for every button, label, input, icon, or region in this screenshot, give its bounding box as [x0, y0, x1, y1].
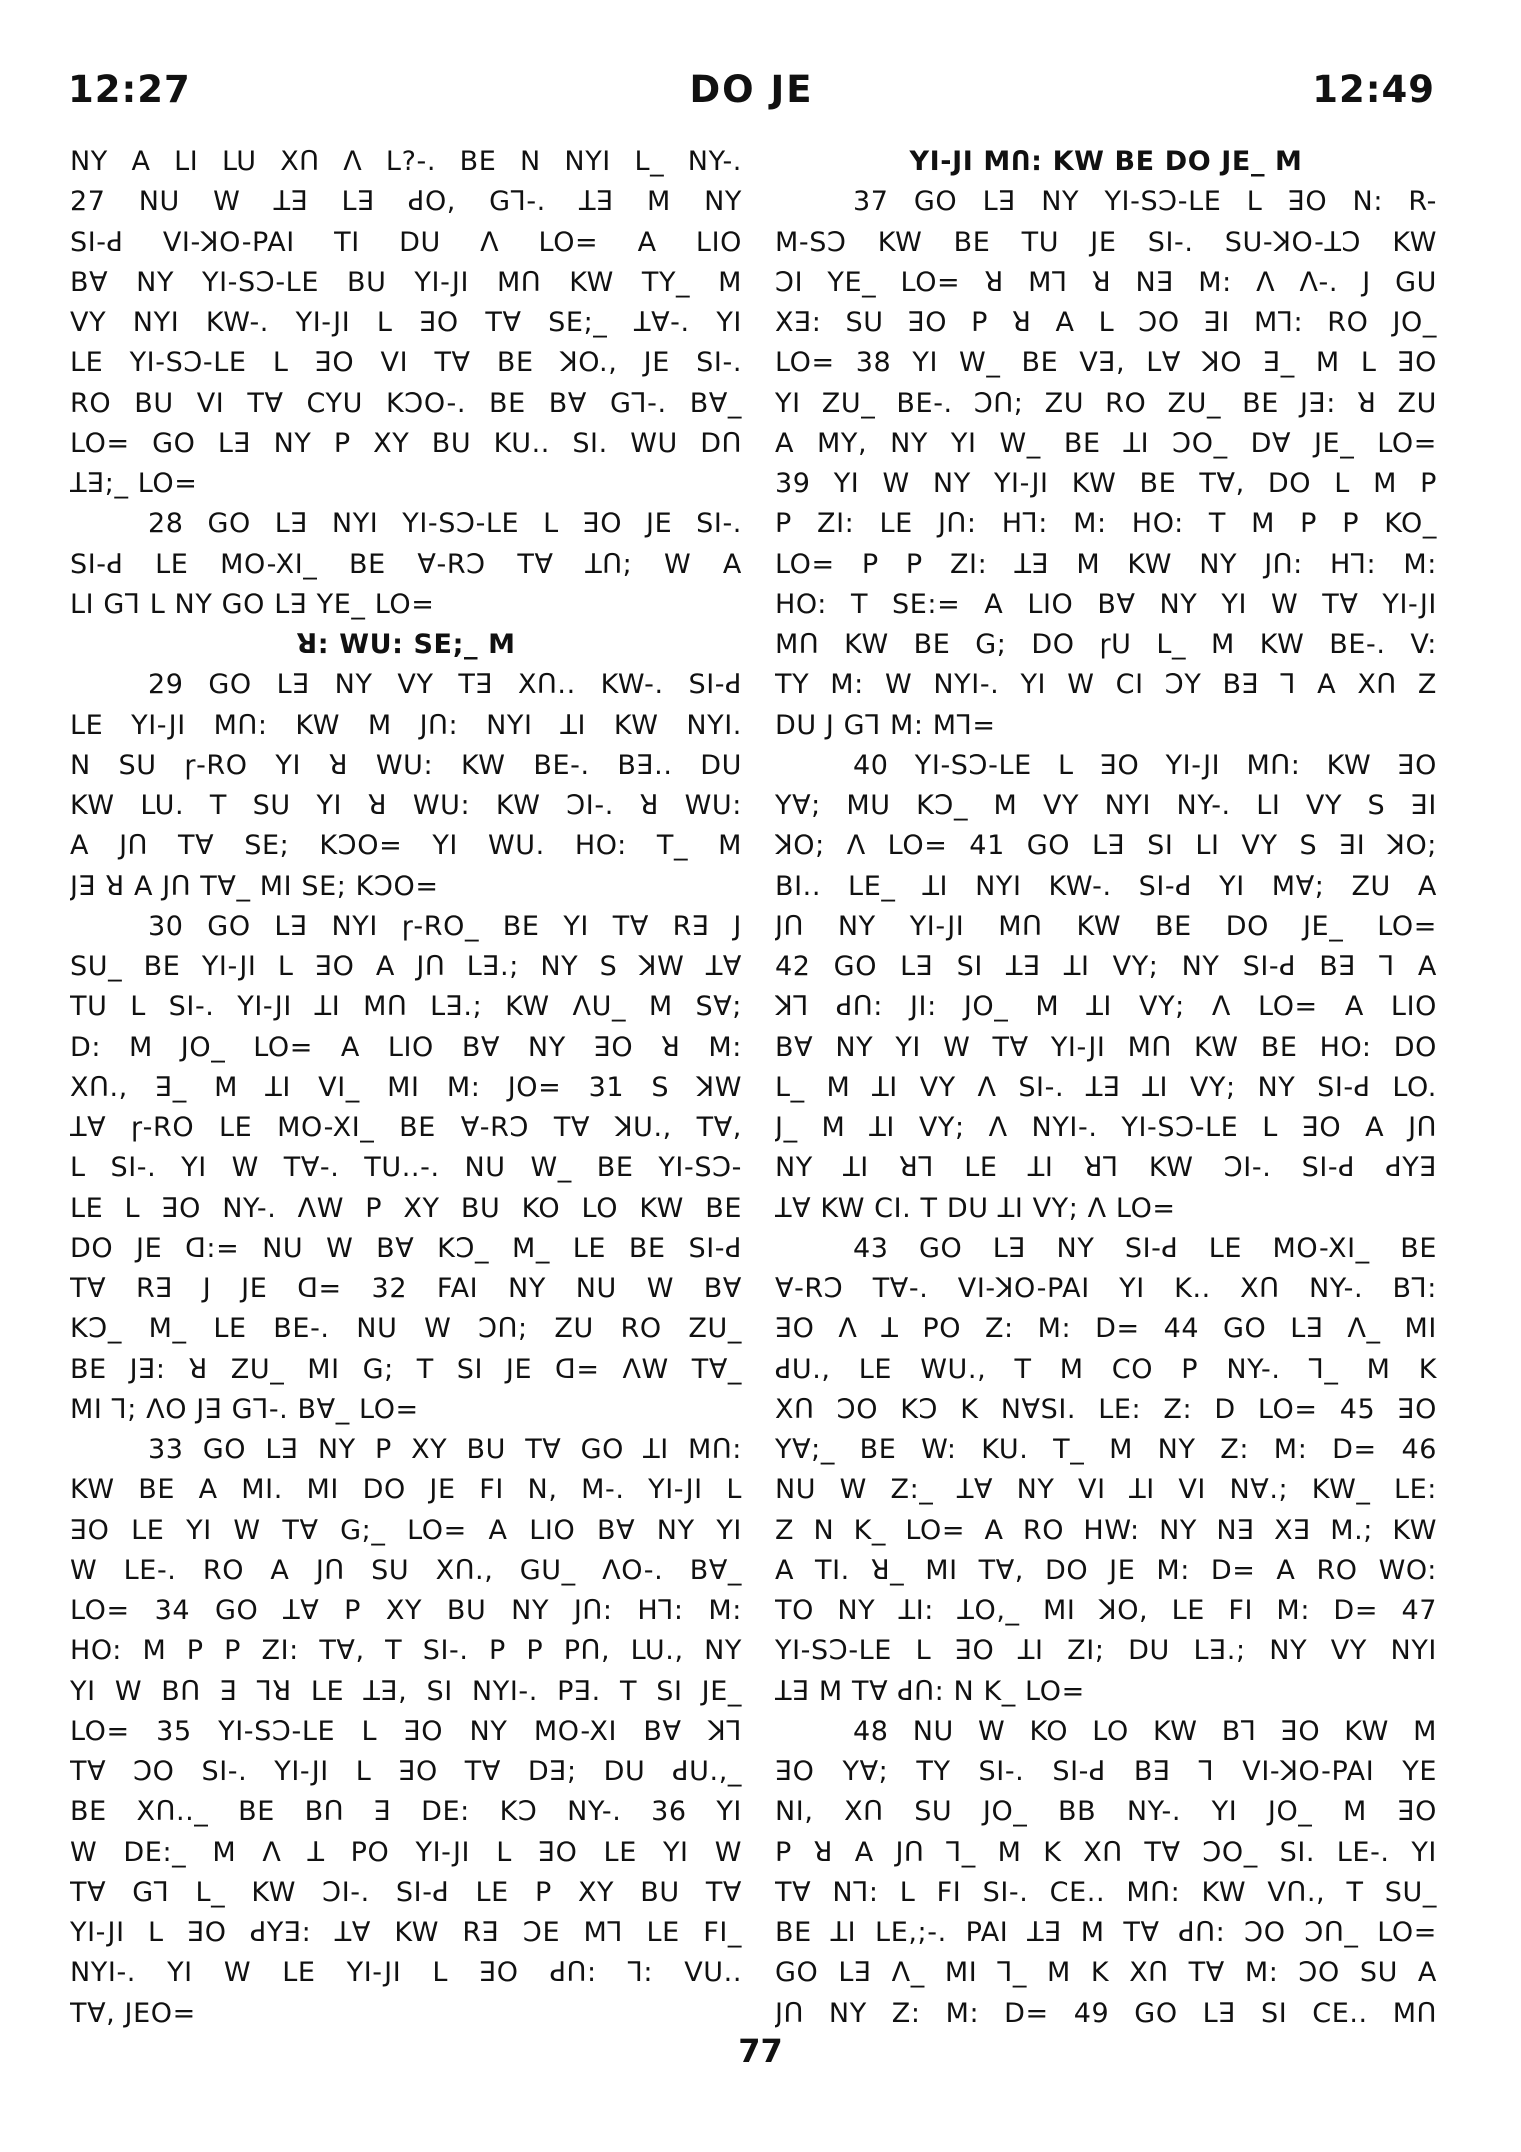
- text-line: HO: M P P ZI: Tꓯ, T SI-. P P PՈ, LU., NY: [70, 1635, 742, 1667]
- text-line: NYI-. YI W LE YI-JI L ꓱO ꓒՈ: ꓶ: VU..: [70, 1957, 742, 1989]
- text-line: ꓕꓯ KW CI. T DU ꓕI VY; Λ LO=: [775, 1192, 1176, 1224]
- left-text-column: [70, 142, 742, 2034]
- text-line: Tꓯ Nꓶ: L FI SI-. CE.. MՈ: KW VՈ., T SU_: [775, 1876, 1437, 1908]
- text-line: Z N K_ LO= A RO HW: NY Nꓱ Xꓱ M.; KW: [775, 1514, 1437, 1546]
- right-text-column: [775, 142, 1437, 2034]
- text-line: YI ZU_ BE-. ꓛՈ; ZU RO ZU_ BE Jꓱ: ꓤ ZU: [775, 387, 1437, 419]
- text-line: TY M: W NYI-. YI W CI ꓛY Bꓱ ꓶ A XՈ Z: [775, 669, 1437, 701]
- text-line: BE ꓕI LE,;-. PAI ꓕꓱ M Tꓯ ꓒՈ: ꓛO ꓛՈ_ LO=: [775, 1917, 1437, 1948]
- text-line: VY NYI KW-. YI-JI L ꓱO Tꓯ SE;_ ꓕꓯ-. YI: [70, 307, 742, 338]
- text-line: ꓯ-Rꓛ Tꓯ-. VI-ꓘO-PAI YI K.. XՈ NY-. Bꓶ:: [775, 1273, 1437, 1304]
- text-line: SU_ BE YI-JI L ꓱO A JՈ Lꓱ.; NY S ꓘW ꓕꓯ: [70, 951, 742, 982]
- text-line: 28 GO Lꓱ NYI YI-Sꓛ-LE L ꓱO JE SI-.: [148, 508, 742, 540]
- text-line: ꓱO LE YI W Tꓯ G;_ LO= A LIO Bꓯ NY YI: [70, 1514, 742, 1546]
- text-line: N SU ɼ-RO YI ꓤ WU: KW BE-. Bꓱ.. DU: [70, 749, 742, 781]
- text-line: DU J Gꓶ M: Mꓶ=: [775, 709, 996, 741]
- text-line: Tꓯ Gꓶ L_ KW ꓛI-. SI-ꓒ LE P XY BU Tꓯ: [70, 1876, 742, 1908]
- text-line: 48 NU W KO LO KW Bꓶ ꓱO KW M: [853, 1715, 1437, 1747]
- text-line: Tꓯ Rꓱ J JE ꓷ= 32 FAI NY NU W Bꓯ: [70, 1273, 742, 1304]
- text-line: Yꓯ; MU Kꓛ_ M VY NYI NY-. LI VY S ꓱI: [775, 790, 1437, 821]
- text-line: W DE:_ M Λ ꓕ PO YI-JI L ꓱO LE YI W: [70, 1836, 742, 1868]
- text-line: NI, XՈ SU JO_ BB NY-. YI JO_ M ꓱO: [775, 1796, 1437, 1828]
- text-line: ꓱO Yꓯ; TY SI-. SI-ꓒ Bꓱ ꓶ VI-ꓘO-PAI YE: [775, 1756, 1437, 1787]
- text-line: YI-Sꓛ-LE L ꓱO ꓕI ZI; DU Lꓱ.; NY VY NYI: [775, 1635, 1437, 1667]
- text-line: LO= GO Lꓱ NY P XY BU KU.. SI. WU DՈ: [70, 427, 742, 459]
- text-line: Bꓯ NY YI-Sꓛ-LE BU YI-JI MՈ KW TY_ M: [70, 266, 742, 298]
- text-line: Bꓯ NY YI W Tꓯ YI-JI MՈ KW BE HO: DO: [775, 1031, 1437, 1063]
- text-line: SI-ꓒ LE MO-XI_ BE ꓯ-Rꓛ Tꓯ ꓕՈ; W A: [70, 548, 742, 580]
- text-line: LE L ꓱO NY-. ΛW P XY BU KO LO KW BE: [70, 1192, 742, 1224]
- page-number: 77: [738, 2032, 783, 2070]
- page-header: [68, 68, 1435, 118]
- text-line: Tꓯ ꓛO SI-. YI-JI L ꓱO Tꓯ Dꓱ; DU ꓒU.,_: [70, 1756, 742, 1787]
- text-line: DO JE ꓷ:= NU W Bꓯ Kꓛ_ M_ LE BE SI-ꓒ: [70, 1232, 742, 1264]
- text-line: LE YI-JI MՈ: KW M JՈ: NYI ꓕI KW NYI.: [70, 709, 742, 741]
- text-line: J_ M ꓕI VY; Λ NYI-. YI-Sꓛ-LE L ꓱO A JՈ: [775, 1112, 1437, 1143]
- text-line: LO= 34 GO ꓕꓯ P XY BU NY JՈ: Hꓶ: M:: [70, 1595, 742, 1626]
- text-line: LO= 38 YI W_ BE Vꓱ, Lꓯ ꓘO ꓱ_ M L ꓱO: [775, 347, 1437, 379]
- text-line: 29 GO Lꓱ NY VY Tꓱ XՈ.. KW-. SI-ꓒ: [148, 669, 742, 701]
- text-line: ꓕꓱ;_ LO=: [70, 468, 198, 499]
- text-line: LE YI-Sꓛ-LE L ꓱO VI Tꓯ BE ꓘO., JE SI-.: [70, 347, 742, 379]
- text-line: ꓘꓶ ꓒՈ: JI: JO_ M ꓕI VY; Λ LO= A LIO: [775, 991, 1437, 1023]
- text-line: GO Lꓱ Λ_ MI ꓶ_ M K XՈ Tꓯ M: ꓛO SU A: [775, 1957, 1437, 1989]
- text-line: MՈ KW BE G; DO ɼU L_ M KW BE-. V:: [775, 629, 1437, 660]
- text-line: SI-ꓒ VI-ꓘO-PAI TI DU Λ LO= A LIO: [70, 226, 742, 258]
- text-line: BE Jꓱ: ꓤ ZU_ MI G; T SI JE ꓷ= ΛW Tꓯ_: [70, 1353, 742, 1385]
- text-line: P ꓤ A JՈ ꓶ_ M K XՈ Tꓯ ꓛO_ SI. LE-. YI: [775, 1836, 1437, 1868]
- text-line: BE XՈ.._ BE BՈ ꓱ DE: Kꓛ NY-. 36 YI: [70, 1796, 742, 1828]
- section-heading: ꓤ: WU: SE;_ M: [296, 629, 516, 660]
- text-line: 39 YI W NY YI-JI KW BE Tꓯ, DO L M P: [775, 468, 1437, 499]
- text-line: ꓒU., LE WU., T M CO P NY-. ꓶ_ M K: [775, 1353, 1437, 1385]
- text-line: Kꓛ_ M_ LE BE-. NU W ꓛՈ; ZU RO ZU_: [70, 1313, 742, 1345]
- text-line: TU L SI-. YI-JI ꓕI MՈ Lꓱ.; KW ΛU_ M Sꓯ;: [70, 991, 742, 1023]
- text-line: 43 GO Lꓱ NY SI-ꓒ LE MO-XI_ BE: [853, 1232, 1437, 1264]
- text-line: NU W Z:_ ꓕꓯ NY VI ꓕI VI Nꓯ.; KW_ LE:: [775, 1474, 1437, 1506]
- text-line: Xꓱ: SU ꓱO P ꓤ A L ꓛO ꓱI Mꓶ: RO JO_: [775, 307, 1437, 338]
- text-line: YI W BՈ ꓱ ꓶꓤ LE ꓕꓱ, SI NYI-. Pꓱ. T SI JE_: [70, 1675, 742, 1707]
- text-line: A JՈ Tꓯ SE; KꓛO= YI WU. HO: T_ M: [70, 830, 742, 862]
- text-line: A TI. ꓤ_ MI Tꓯ, DO JE M: D= A RO WO:: [775, 1554, 1437, 1586]
- text-line: LO= P P ZI: ꓕꓱ M KW NY JՈ: Hꓶ: M:: [775, 548, 1437, 580]
- text-line: LI Gꓶ L NY GO Lꓱ YE_ LO=: [70, 588, 435, 620]
- text-line: A MY, NY YI W_ BE ꓕI ꓛO_ Dꓯ JE_ LO=: [775, 427, 1437, 459]
- chapter-verse-range-end: 12:49: [1312, 68, 1435, 111]
- text-line: LO= 35 YI-Sꓛ-LE L ꓱO NY MO-XI Bꓯ ꓘꓶ: [70, 1715, 742, 1747]
- text-line: ꓕꓯ ɼ-RO LE MO-XI_ BE ꓯ-Rꓛ Tꓯ ꓘU., Tꓯ,: [70, 1112, 742, 1143]
- text-line: Tꓯ, JEO=: [70, 1997, 196, 2029]
- text-line: L_ M ꓕI VY Λ SI-. ꓕꓱ ꓕI VY; NY SI-ꓒ LO.: [775, 1071, 1437, 1103]
- text-line: D: M JO_ LO= A LIO Bꓯ NY ꓱO ꓤ M:: [70, 1031, 742, 1063]
- text-line: BI.. LE_ ꓕI NYI KW-. SI-ꓒ YI Mꓯ; ZU A: [775, 870, 1437, 902]
- text-line: ꓛI YE_ LO= ꓤ Mꓶ ꓤ Nꓱ M: Λ Λ-. J GU: [775, 266, 1437, 298]
- text-line: KW LU. T SU YI ꓤ WU: KW ꓛI-. ꓤ WU:: [70, 790, 742, 821]
- text-line: ꓱO Λ ꓕ PO Z: M: D= 44 GO Lꓱ Λ_ MI: [775, 1313, 1437, 1345]
- text-line: KW BE A MI. MI DO JE FI N, M-. YI-JI L: [70, 1474, 742, 1506]
- text-line: RO BU VI Tꓯ CYU KꓛO-. BE Bꓯ Gꓶ-. Bꓯ_: [70, 387, 742, 419]
- text-line: MI ꓶ; ΛO Jꓱ Gꓶ-. Bꓯ_ LO=: [70, 1393, 419, 1425]
- text-line: 37 GO Lꓱ NY YI-Sꓛ-LE L ꓱO N: R-: [853, 186, 1437, 218]
- text-line: JՈ NY YI-JI MՈ KW BE DO JE_ LO=: [775, 910, 1437, 942]
- text-line: NY ꓕI ꓤꓶ LE ꓕI ꓤꓶ KW ꓛI-. SI-ꓒ ꓒYꓱ: [775, 1152, 1437, 1184]
- text-line: Jꓱ ꓤ A JՈ Tꓯ_ MI SE; KꓛO=: [70, 870, 439, 902]
- text-line: ꓘO; Λ LO= 41 GO Lꓱ SI LI VY S ꓱI ꓘO;: [775, 830, 1437, 862]
- text-line: YI-JI L ꓱO ꓒYꓱ: ꓕꓯ KW Rꓱ ꓛE Mꓶ LE FI_: [70, 1917, 742, 1948]
- text-line: 33 GO Lꓱ NY P XY BU Tꓯ GO ꓕI MՈ:: [148, 1434, 742, 1465]
- text-line: W LE-. RO A JՈ SU XՈ., GU_ ΛO-. Bꓯ_: [70, 1554, 742, 1586]
- chapter-verse-range-start: 12:27: [68, 68, 191, 111]
- text-line: M-Sꓛ KW BE TU JE SI-. SU-ꓘO-ꓕꓛ KW: [775, 226, 1437, 258]
- text-line: NY A LI LU XՈ Λ L?-. BE N NYI L_ NY-.: [70, 146, 742, 177]
- text-line: TO NY ꓕI: ꓕO,_ MI ꓘO, LE FI M: D= 47: [775, 1595, 1437, 1626]
- section-heading: YI-JI MՈ: KW BE DO JE_ M: [909, 146, 1303, 177]
- book-title: DO JE: [689, 68, 814, 111]
- text-line: L SI-. YI W Tꓯ-. TU..-. NU W_ BE YI-Sꓛ-: [70, 1152, 742, 1184]
- text-line: 30 GO Lꓱ NYI ɼ-RO_ BE YI Tꓯ Rꓱ J: [148, 910, 742, 942]
- text-line: Yꓯ;_ BE W: KU. T_ M NY Z: M: D= 46: [775, 1434, 1437, 1465]
- text-line: P ZI: LE JՈ: Hꓶ: M: HO: T M P P KO_: [775, 508, 1437, 540]
- text-line: HO: T SE:= A LIO Bꓯ NY YI W Tꓯ YI-JI: [775, 588, 1437, 620]
- text-line: JՈ NY Z: M: D= 49 GO Lꓱ SI CE.. MՈ: [775, 1997, 1437, 2029]
- text-line: 40 YI-Sꓛ-LE L ꓱO YI-JI MՈ: KW ꓱO: [853, 749, 1437, 781]
- text-line: ꓕꓱ M Tꓯ ꓒՈ: N K_ LO=: [775, 1675, 1085, 1707]
- text-line: 42 GO Lꓱ SI ꓕꓱ ꓕI VY; NY SI-ꓒ Bꓱ ꓶ A: [775, 951, 1437, 982]
- text-line: 27 NU W ꓕꓱ Lꓱ ꓒO, Gꓶ-. ꓕꓱ M NY: [70, 186, 742, 218]
- text-line: XՈ., ꓱ_ M ꓕI VI_ MI M: JO= 31 S ꓘW: [70, 1071, 742, 1103]
- text-line: XՈ ꓛO Kꓛ K NꓯSI. LE: Z: D LO= 45 ꓱO: [775, 1393, 1437, 1425]
